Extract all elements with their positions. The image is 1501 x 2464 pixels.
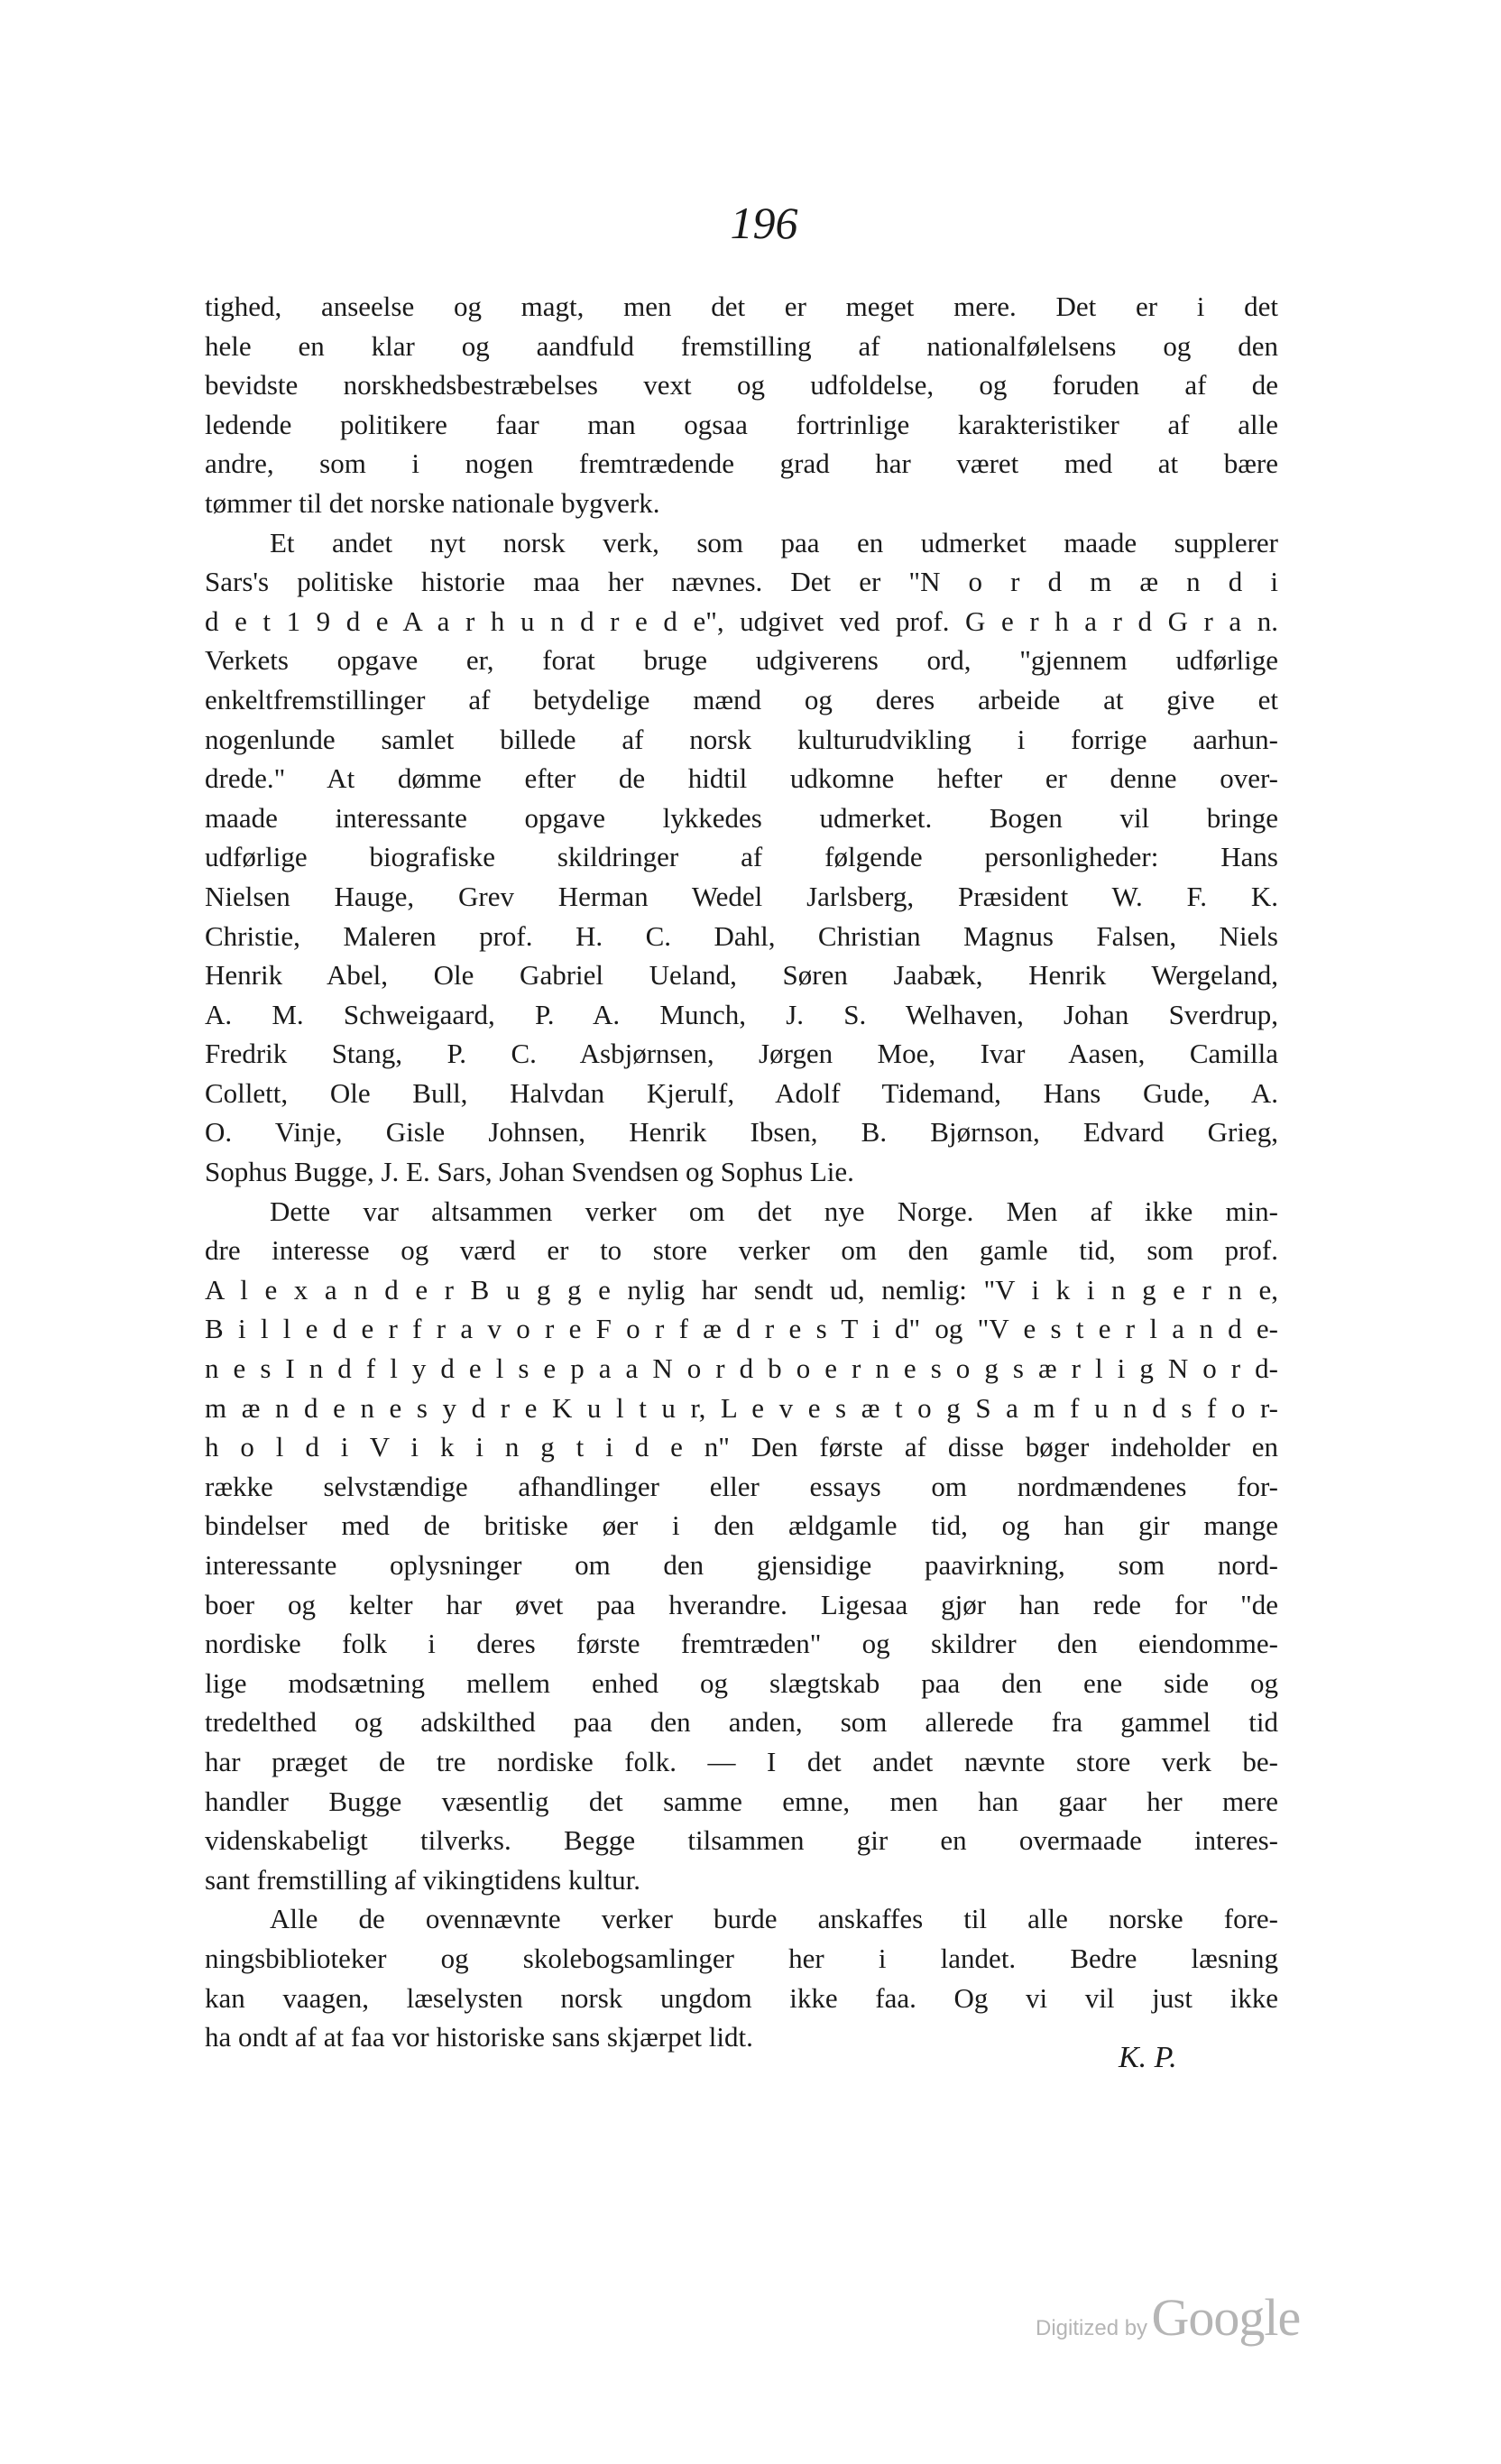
author-signature: K. P. (1119, 2041, 1177, 2074)
text-line: enkeltfremstillinger af betydelige mænd og deres arbeide at give et (205, 683, 1278, 715)
text-line: andre, som i nogen fremtrædende grad har været med at bære (205, 448, 1278, 480)
text-line: sant fremstilling af vikingtidens kultur. (205, 1863, 641, 1896)
text-line: m æ n d e n e s y d r e K u l t u r, L e v e s æ t o g S a m f u n d s f o r- (205, 1391, 1278, 1424)
text-line: O. Vinje, Gisle Johnsen, Henrik Ibsen, B. Bjørnson, Edvard Grieg, (205, 1116, 1278, 1149)
text-line: dre interesse og værd er to store verker om den gamle tid, som prof. (205, 1234, 1278, 1267)
watermark-brand: Google (1151, 2288, 1301, 2347)
text-line: ningsbiblioteker og skolebogsamlinger her i landet. Bedre læsning (205, 1942, 1278, 1974)
text-line: Collett, Ole Bull, Halvdan Kjerulf, Adolf Tidemand, Hans Gude, A. (205, 1076, 1278, 1109)
text-line: hele en klar og aandfuld fremstilling af nationalfølelsens og den (205, 329, 1278, 362)
text-line: Henrik Abel, Ole Gabriel Ueland, Søren Jaabæk, Henrik Wergeland, (205, 959, 1278, 992)
text-line: har præget de tre nordiske folk. — I det andet nævnte store verk be- (205, 1745, 1278, 1777)
text-line: B i l l e d e r f r a v o r e F o r f æ d r e s T i d" og "V e s t e r l a n d e- (205, 1313, 1278, 1345)
text-line: n e s I n d f l y d e l s e p a a N o r d b o e r n e s o g s æ r l i g N o r d- (205, 1352, 1278, 1385)
text-line: A l e x a n d e r B u g g e nylig har sendt ud, nemlig: "V i k i n g e r n e, (205, 1273, 1278, 1306)
text-line: tømmer til det norske nationale bygverk. (205, 486, 660, 519)
text-line: interessante oplysninger om den gjensidige paavirkning, som nord- (205, 1549, 1278, 1581)
watermark-prefix: Digitized by (1036, 2316, 1148, 2340)
text-line: h o l d i V i k i n g t i d e n" Den første af disse bøger indeholder en (205, 1431, 1278, 1463)
text-line: udførlige biografiske skildringer af følgende personligheder: Hans (205, 841, 1278, 873)
text-line: Sars's politiske historie maa her nævnes. Det er "N o r d m æ n d i (205, 566, 1278, 598)
article-body (205, 287, 1278, 2057)
text-line: A. M. Schweigaard, P. A. Munch, J. S. Welhaven, Johan Sverdrup, (205, 998, 1278, 1030)
text-line: handler Bugge væsentlig det samme emne, men han gaar her mere (205, 1785, 1278, 1817)
text-line: ledende politikere faar man ogsaa fortrinlige karakteristiker af alle (205, 408, 1278, 440)
digitization-watermark (1036, 2287, 1300, 2348)
text-line: bevidste norskhedsbestræbelses vext og udfoldelse, og foruden af de (205, 369, 1278, 401)
page-number: 196 (730, 198, 798, 248)
text-line: tighed, anseelse og magt, men det er meget mere. Det er i det (205, 291, 1278, 322)
text-line: Verkets opgave er, forat bruge udgiverens ord, "gjennem udførlige (205, 644, 1278, 677)
text-line: boer og kelter har øvet paa hverandre. Ligesaa gjør han rede for "de (205, 1588, 1278, 1620)
text-line: Alle de ovennævnte verker burde anskaffes til alle norske fore- (270, 1903, 1278, 1935)
text-line: Nielsen Hauge, Grev Herman Wedel Jarlsberg, Præsident W. F. K. (205, 880, 1278, 912)
text-line: Christie, Maleren prof. H. C. Dahl, Christian Magnus Falsen, Niels (205, 919, 1278, 952)
text-line: kan vaagen, læselysten norsk ungdom ikke faa. Og vi vil just ikke (205, 1981, 1278, 2014)
text-line: ha ondt af at faa vor historiske sans skjærpet lidt. (205, 2021, 753, 2053)
text-line: Sophus Bugge, J. E. Sars, Johan Svendsen og Sophus Lie. (205, 1156, 854, 1188)
text-line: maade interessante opgave lykkedes udmerket. Bogen vil bringe (205, 801, 1278, 834)
text-line: Et andet nyt norsk verk, som paa en udmerket maade supplerer (270, 526, 1278, 558)
text-line: videnskabeligt tilverks. Begge tilsammen gir en overmaade interes- (205, 1824, 1278, 1857)
text-line: nordiske folk i deres første fremtræden" og skildrer den eiendomme- (205, 1628, 1278, 1660)
text-line: bindelser med de britiske øer i den ældgamle tid, og han gir mange (205, 1509, 1278, 1542)
text-line: række selvstændige afhandlinger eller essays om nordmændenes for- (205, 1470, 1278, 1502)
text-line: lige modsætning mellem enhed og slægtskab paa den ene side og (205, 1666, 1278, 1699)
text-line: drede." At dømme efter de hidtil udkomne hefter er denne over- (205, 762, 1278, 795)
text-line: d e t 1 9 d e A a r h u n d r e d e", udgivet ved prof. G e r h a r d G r a n. (205, 604, 1278, 637)
text-line: Dette var altsammen verker om det nye Norge. Men af ikke min- (270, 1195, 1278, 1227)
text-line: nogenlunde samlet billede af norsk kulturudvikling i forrige aarhun- (205, 723, 1278, 755)
text-line: Fredrik Stang, P. C. Asbjørnsen, Jørgen Moe, Ivar Aasen, Camilla (205, 1038, 1278, 1070)
text-line: tredelthed og adskilthed paa den anden, som allerede fra gammel tid (205, 1706, 1278, 1739)
